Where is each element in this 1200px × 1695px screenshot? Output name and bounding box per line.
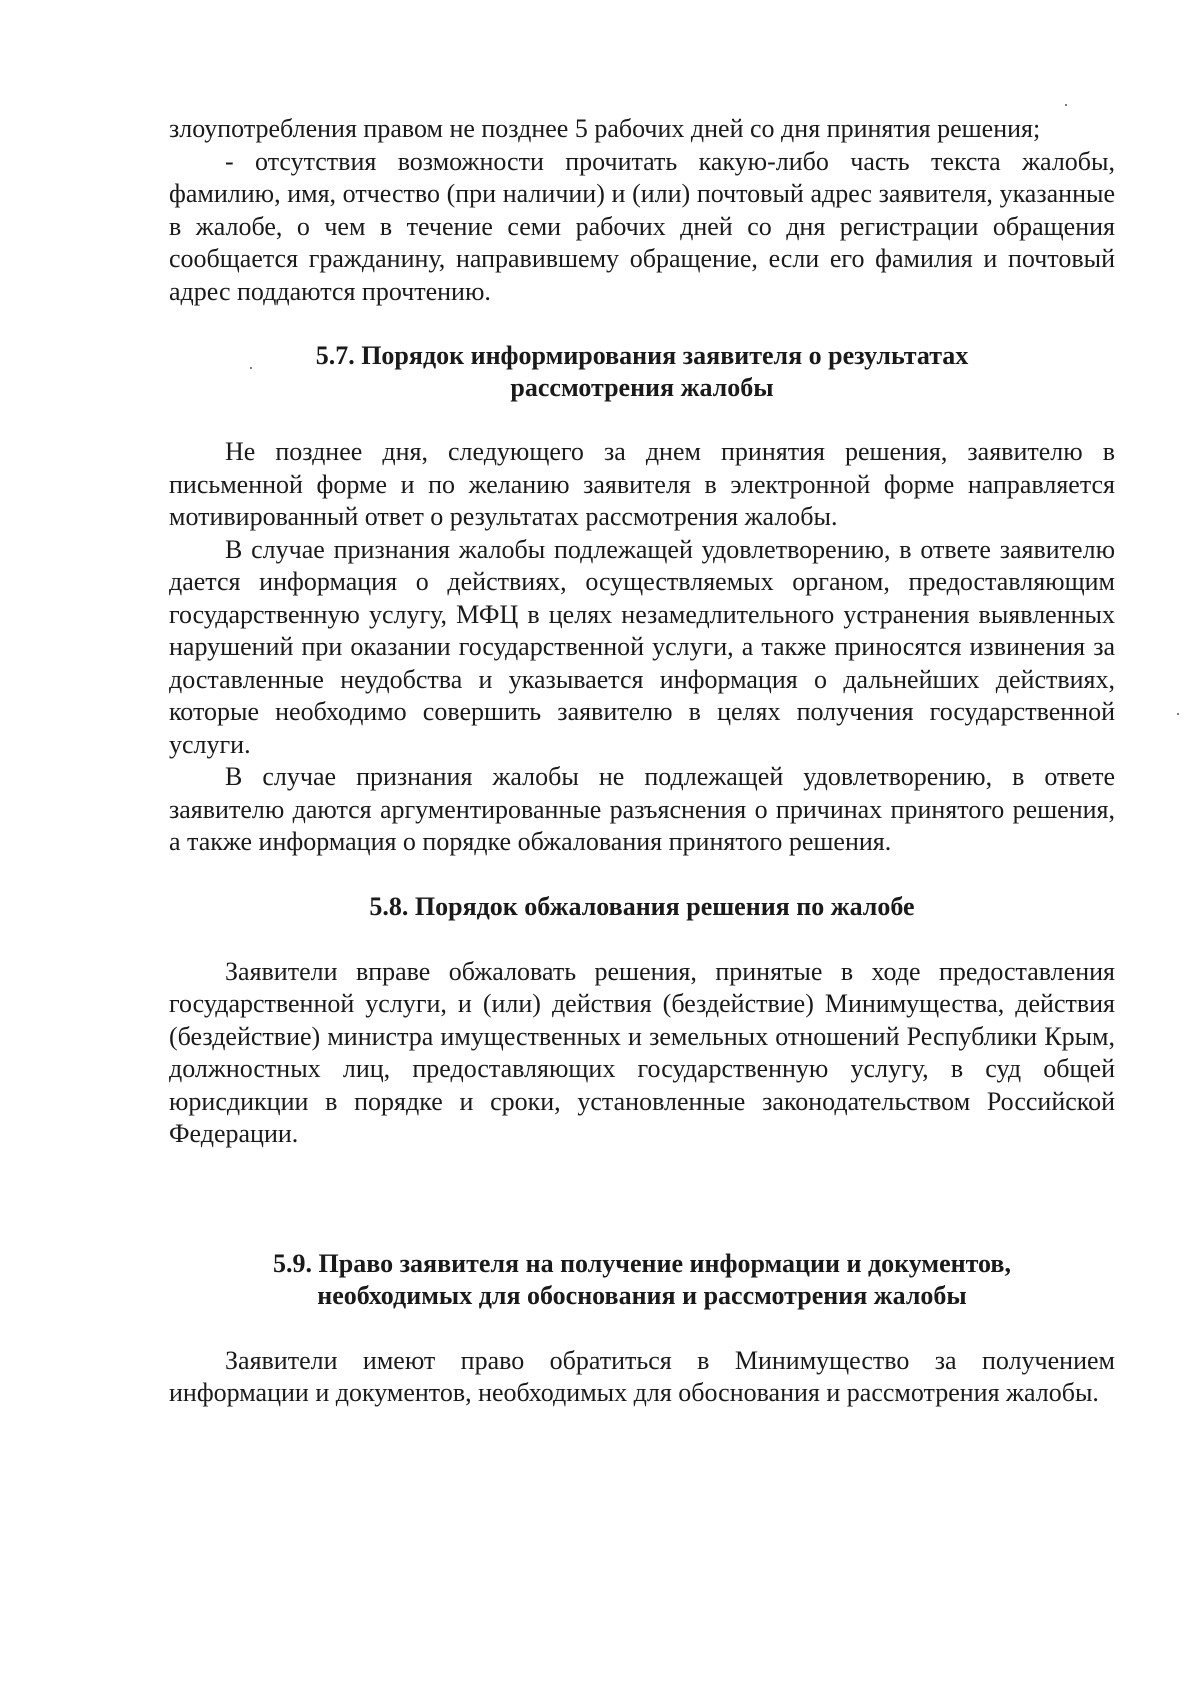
lead-bullet-paragraph: - отсутствия возможности прочитать какую-либо часть текста жалобы, фамилию, имя, отчество (при наличии) и (или) почтовый адрес заявителя, указанные в жалобе, о чем в течение семи рабочих дней со дня регистрации обращения сообщается гражданину, направившему обращение, если его фамилия и почтовый адрес поддаются прочтению. [169, 146, 1115, 306]
scan-artifact-dot [1065, 104, 1067, 106]
lead-continuation-paragraph: злоупотребления правом не позднее 5 рабочих дней со дня принятия решения; [169, 114, 1041, 143]
section-5-9-heading-line1: 5.9. Право заявителя на получение информации и документов, [273, 1248, 1011, 1278]
section-5-7-paragraph-2: В случае признания жалобы подлежащей удовлетворению, в ответе заявителю дается информация о действиях, осуществляемых органом, предоставляющим государственную услугу, МФЦ в целях незамедлительного устранения выявленных нарушений при оказании государственной услуги, а также приносятся извинения за доставленные неудобства и указывается информация о дальнейших действиях, которые необходимо совершить заявителю в целях получения государственной услуги. [169, 534, 1115, 759]
scan-artifact-dot [1177, 713, 1179, 715]
section-5-8-paragraph-1: Заявители вправе обжаловать решения, принятые в ходе предоставления государственной услуги, и (или) действия (бездействие) Минимущества, действия (бездействие) министра имущественных и земельных отношений Республики Крым, должностных лиц, предоставляющих государственную услугу, в суд общей юрисдикции в порядке и сроки, установленные законодательством Российской Федерации. [169, 956, 1115, 1148]
section-5-9-heading [169, 1248, 1115, 1312]
section-5-7-heading-line1: 5.7. Порядок информирования заявителя о результатах [315, 341, 969, 370]
section-5-7-heading-line2: рассмотрения жалобы [510, 373, 774, 402]
section-5-9-paragraph-1: Заявители имеют право обратиться в Минимущество за получением информации и документов, необходимых для обоснования и рассмотрения жалобы. [169, 1345, 1115, 1407]
section-5-7-heading [169, 340, 1115, 404]
section-5-7-paragraph-1: Не позднее дня, следующего за днем принятия решения, заявителю в письменной форме и по желанию заявителя в электронной форме направляется мотивированный ответ о результатах рассмотрения жалобы. [169, 437, 1115, 531]
section-5-8-heading-text: 5.8. Порядок обжалования решения по жалобе [369, 891, 915, 921]
section-5-8-heading [169, 891, 1115, 923]
section-5-7-paragraph-3: В случае признания жалобы не подлежащей удовлетворению, в ответе заявителю даются аргументированные разъяснения о причинах принятого решения, а также информация о порядке обжалования принятого решения. [169, 762, 1115, 856]
section-5-9-heading-line2: необходимых для обоснования и рассмотрения жалобы [317, 1280, 967, 1310]
document-body [169, 113, 1115, 1410]
